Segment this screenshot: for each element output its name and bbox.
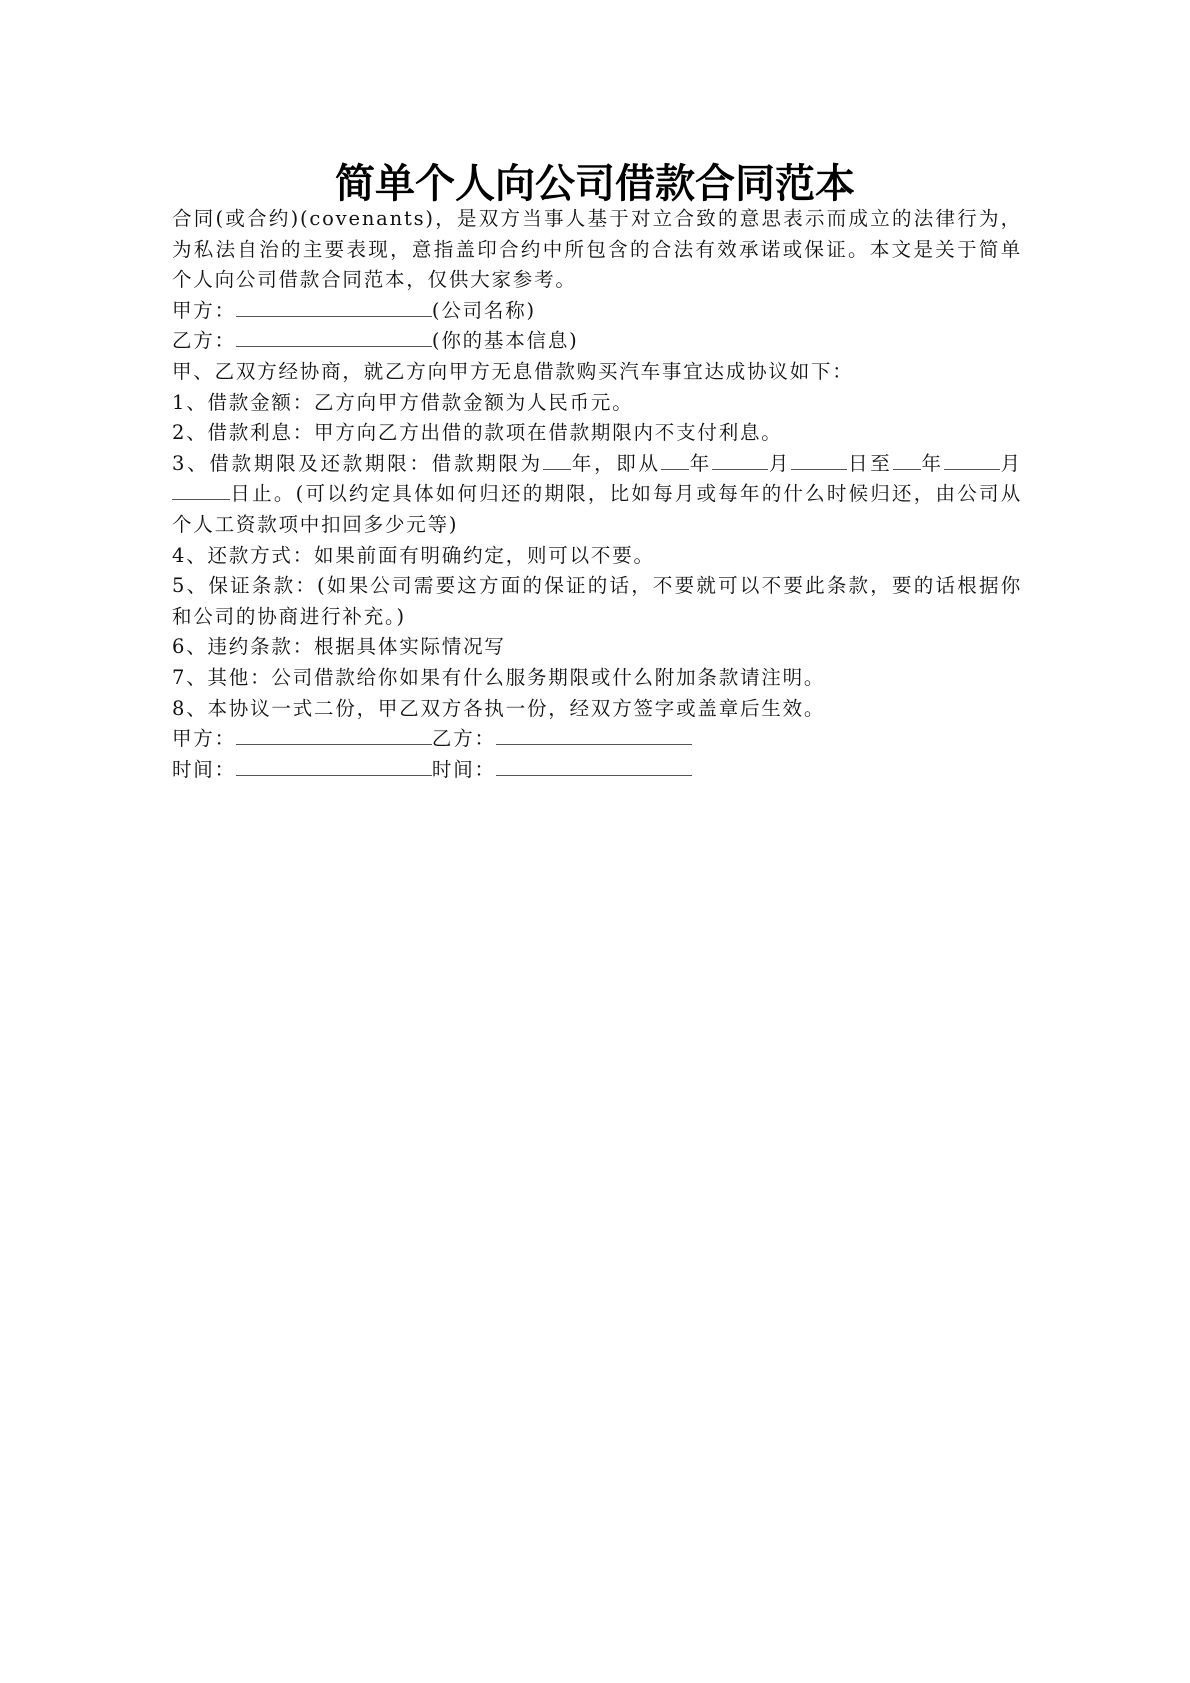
document-title: 简单个人向公司借款合同范本	[335, 160, 855, 207]
clause-6: 6、违约条款：根据具体实际情况写	[172, 635, 506, 659]
term-years-blank	[543, 449, 571, 470]
preamble: 甲、乙双方经协商，就乙方向甲方无息借款购买汽车事宜达成协议如下：	[172, 359, 854, 383]
document-body	[172, 204, 1022, 785]
signature-party-b-blank	[496, 724, 692, 745]
party-b-line	[172, 326, 1022, 357]
signature-time-a-label: 时间：	[172, 757, 236, 781]
clause-8: 8、本协议一式二份，甲乙双方各执一份，经双方签字或盖章后生效。	[172, 696, 826, 720]
end-month-blank	[944, 449, 1000, 470]
end-year-blank	[893, 449, 921, 470]
end-day-blank	[172, 479, 230, 500]
signature-time-b-label: 时间：	[431, 757, 496, 781]
clause-1: 1、借款金额：乙方向甲方借款金额为人民币元。	[172, 390, 634, 414]
start-month-blank	[712, 449, 768, 470]
clause-4: 4、还款方式：如果前面有明确约定，则可以不要。	[172, 543, 655, 567]
start-day-blank	[791, 449, 847, 470]
clause-2: 2、借款利息：甲方向乙方出借的款项在借款期限内不支付利息。	[172, 421, 783, 445]
party-b-label: 乙方：	[172, 329, 236, 353]
signature-party-line	[172, 724, 1022, 755]
signature-party-a-blank	[236, 724, 432, 745]
party-b-blank	[236, 326, 432, 347]
clause-3: 3、借款期限及还款期限：借款期限为 年，即从 年 月 日至 年 月日止。(可以约定具体如何归还的期限，比如每月或每年的什么时候归还，由公司从个人工资款项中扣回多少元等)	[172, 449, 1022, 541]
party-a-blank	[236, 296, 432, 317]
party-a-label: 甲方：	[172, 298, 236, 322]
clause-7: 7、其他：公司借款给你如果有什么服务期限或什么附加条款请注明。	[172, 665, 826, 689]
start-year-blank	[661, 449, 689, 470]
signature-party-a-label: 甲方：	[172, 727, 236, 751]
intro-paragraph: 合同(或合约)(covenants)，是双方当事人基于对立合致的意思表示而成立的法律行为，为私法自治的主要表现，意指盖印合约中所包含的合法有效承诺或保证。本文是关于简单个人向公司借款合同范本，仅供大家参考。	[172, 207, 1022, 292]
signature-party-b-label: 乙方：	[431, 727, 496, 751]
party-a-note: (公司名称)	[431, 298, 536, 322]
clause-5: 5、保证条款：(如果公司需要这方面的保证的话，不要就可以不要此条款，要的话根据你和公司的协商进行补充。)	[172, 574, 1022, 628]
party-b-note: (你的基本信息)	[431, 329, 579, 353]
signature-time-a-blank	[236, 755, 432, 776]
signature-time-line	[172, 755, 1022, 786]
party-a-line	[172, 296, 1022, 327]
signature-time-b-blank	[496, 755, 692, 776]
